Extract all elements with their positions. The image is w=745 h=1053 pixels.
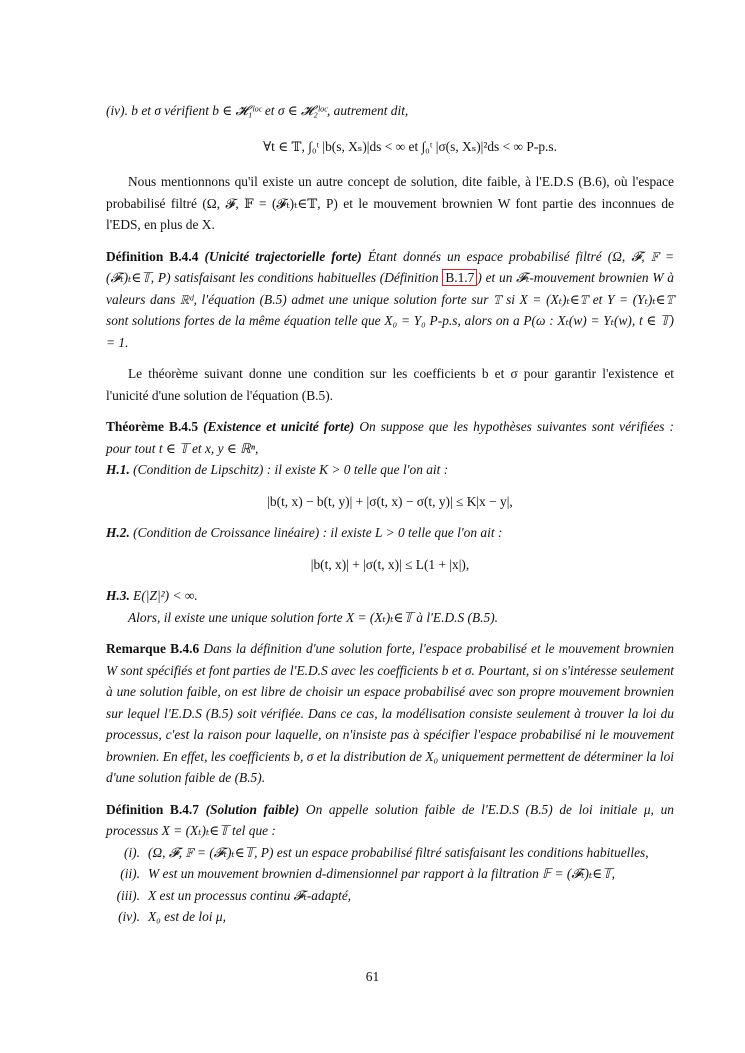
remark-b-4-6: Remarque B.4.6 Dans la définition d'une solution forte, l'espace probabilisé et le mouvement brownien W sont spécifiés et font parties de l'E.D.S avec les coefficients b et σ. Pourtant, si on s'intéresse seulement à une solution faible, on est libre de choisir un espace probabilisé avec son propre mouvement brownien sur lequel l'E.D.S (B.5) soit vérifiée. Dans ce cas, la modélisation consiste seulement à trouver la loi du processus, c'est la raison pour laquelle, on n'insiste pas à spécifier l'espace probabilisé ni le mouvement brownien. En effet, les coefficients b, σ et la distribution de X₀ uniquement permettent de déterminer la loi d'une solution faible de (B.5). bbox=[106, 641, 674, 785]
definition-b-4-4: Définition B.4.4 (Unicité trajectorielle forte) Étant donnés un espace probabilisé filtré (Ω, 𝓕, 𝔽 = (𝓕ₜ)ₜ∈𝕋, P) satisfaisant les conditions habituelles (Définition B.1.7 ) et un 𝓕ₜ-mouvement brownien W à valeurs dans ℝᵈ, l'équation (B.5) admet une unique solution forte sur 𝕋 si X = (Xₜ)ₜ∈𝕋 et Y = (Yₜ)ₜ∈𝕋 sont solutions fortes de la même équation telle que X₀ = Y₀ P-p.s, alors on a P(ω : Xₜ(w) = Yₜ(w), t ∈ 𝕋) = 1. bbox=[106, 248, 674, 350]
list-item: (ii). W est un mouvement brownien d-dimensionnel par rapport à la filtration 𝔽 = (𝓕ₜ)ₜ∈𝕋, bbox=[120, 866, 616, 881]
lipschitz-equation: |b(t, x) − b(t, y)| + |σ(t, x) − σ(t, y)| ≤ K|x − y|, bbox=[267, 493, 513, 509]
list-item: (iii). X est un processus continu 𝓕ₜ-adapté, bbox=[116, 887, 352, 903]
theorem-conclusion: Alors, il existe une unique solution forte X = (Xₜ)ₜ∈𝕋 à l'E.D.S (B.5). bbox=[128, 609, 499, 625]
hypothesis-h2: H.2. (Condition de Croissance linéaire) : il existe L > 0 telle que l'on ait : bbox=[106, 525, 503, 540]
page-body bbox=[106, 100, 674, 928]
theorem-title: (Existence et unicité forte) bbox=[203, 419, 355, 434]
definition-title: (Solution faible) bbox=[205, 801, 300, 817]
list-item: (iv). X₀ est de loi μ, bbox=[118, 909, 226, 924]
theorem-b-4-5: Théorème B.4.5 (Existence et unicité forte) On suppose que les hypothèses suivantes sont vérifiées : pour tout t ∈ 𝕋 et x, y ∈ ℝⁿ, bbox=[106, 419, 674, 456]
definition-heading: Définition B.4.7 bbox=[106, 801, 199, 817]
hypothesis-h1: H.1. (Condition de Lipschitz) : il existe K > 0 telle que l'on ait : bbox=[106, 462, 449, 477]
reference-link-b-1-7[interactable]: B.1.7 bbox=[442, 269, 477, 286]
item-text: (iv). b et σ vérifient b ∈ 𝓗₁ˡᵒᶜ et σ ∈ 𝓗₂ˡᵒᶜ, autrement dit, bbox=[106, 103, 409, 118]
hypothesis-h3: H.3. E(|Z|²) < ∞. bbox=[106, 588, 198, 603]
linear-growth-equation: |b(t, x)| + |σ(t, x)| ≤ L(1 + |x|), bbox=[310, 556, 470, 572]
page-number: 61 bbox=[365, 969, 380, 984]
theorem-heading: Théorème B.4.5 bbox=[106, 419, 199, 434]
paragraph-theorem-intro: Le théorème suivant donne une condition sur les coefficients b et σ pour garantir l'existence et l'unicité d'une solution de l'équation (B.5). bbox=[106, 366, 674, 403]
definition-heading: Définition B.4.4 bbox=[106, 248, 199, 264]
list-item: (i). (Ω, 𝓕, 𝔽 = (𝓕ₜ)ₜ∈𝕋, P) est un espace probabilisé filtré satisfaisant les conditions habituelles, bbox=[124, 844, 649, 860]
condition-item-iv bbox=[106, 100, 674, 122]
remark-heading: Remarque B.4.6 bbox=[106, 641, 200, 656]
paragraph-weak-solution-intro: Nous mentionnons qu'il existe un autre concept de solution, dite faible, à l'E.D.S (B.6), où l'espace probabilisé filtré (Ω, 𝓕, 𝔽 = (𝓕ₜ)ₜ∈𝕋, P) et le mouvement brownien W font partie des inconnues de l'EDS, en plus de X. bbox=[106, 174, 674, 232]
definition-b-4-7: Définition B.4.7 (Solution faible) On appelle solution faible de l'E.D.S (B.5) de loi initiale μ, un processus X = (Xₜ)ₜ∈𝕋 tel que : bbox=[106, 801, 675, 838]
definition-title: (Unicité trajectorielle forte) bbox=[204, 248, 362, 264]
integrability-equation: ∀t ∈ 𝕋, ∫₀ᵗ |b(s, Xₛ)|ds < ∞ et ∫₀ᵗ |σ(s, Xₛ)|²ds < ∞ P-p.s. bbox=[263, 138, 557, 154]
